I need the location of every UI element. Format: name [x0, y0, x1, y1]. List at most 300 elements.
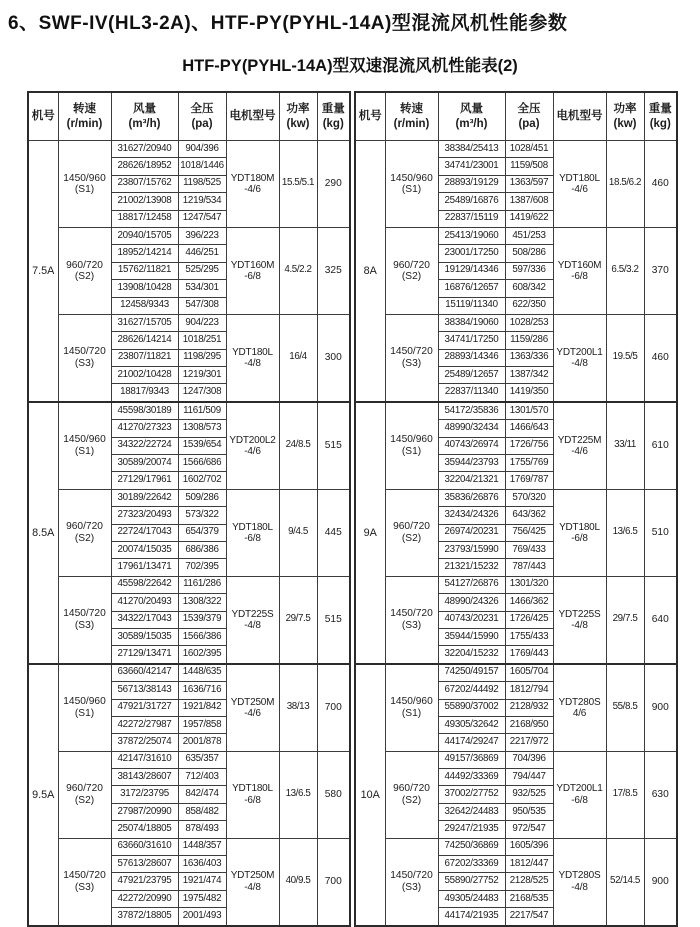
pressure-cell: 1726/425 — [505, 611, 553, 628]
motor-model-cell — [226, 402, 279, 489]
flow-cell: 35944/23793 — [438, 455, 505, 472]
speed-tap-label: (S2) — [401, 794, 422, 806]
motor-model-line2: -4/8 — [571, 881, 588, 893]
flow-cell: 44492/33369 — [438, 769, 505, 786]
flow-cell: 22837/15119 — [438, 210, 505, 227]
pressure-cell: 686/386 — [178, 541, 226, 558]
weight-cell: 580 — [317, 751, 350, 838]
flow-cell: 31627/20940 — [111, 141, 178, 158]
flow-cell: 34322/22724 — [111, 437, 178, 454]
weight-cell: 325 — [317, 227, 350, 314]
power-cell: 16/4 — [279, 314, 317, 401]
col-header-speed — [385, 92, 438, 141]
flow-cell: 56713/38143 — [111, 682, 178, 699]
pressure-cell: 1363/597 — [505, 175, 553, 192]
power-cell: 6.5/3.2 — [606, 227, 644, 314]
pressure-cell: 1198/525 — [178, 175, 226, 192]
pressure-cell: 1755/769 — [505, 455, 553, 472]
pressure-cell: 1539/654 — [178, 437, 226, 454]
motor-model-line2: -6/8 — [244, 794, 261, 806]
pressure-cell: 547/308 — [178, 297, 226, 314]
pressure-cell: 1769/787 — [505, 472, 553, 489]
flow-cell: 63660/42147 — [111, 664, 178, 682]
pressure-cell: 597/336 — [505, 262, 553, 279]
table-row — [355, 838, 677, 855]
speed-tap-label: (S1) — [401, 183, 422, 195]
power-cell: 4.5/2.2 — [279, 227, 317, 314]
speed-value: 1450/720 — [390, 608, 433, 620]
speed-tap-label: (S1) — [74, 707, 95, 719]
pressure-cell: 1308/322 — [178, 594, 226, 611]
pressure-cell: 1018/251 — [178, 332, 226, 349]
weight-cell: 290 — [317, 141, 350, 228]
speed-tap-label: (S3) — [74, 357, 95, 369]
motor-model-line1: YDT180L — [232, 783, 273, 795]
flow-cell: 34741/23001 — [438, 158, 505, 175]
pressure-cell: 1769/443 — [505, 646, 553, 664]
pressure-cell: 787/443 — [505, 559, 553, 576]
flow-cell: 28893/14346 — [438, 349, 505, 366]
weight-cell: 445 — [317, 489, 350, 576]
pressure-cell: 1602/702 — [178, 472, 226, 489]
motor-model-line1: YDT225S — [558, 608, 601, 620]
speed-tap-label: (S2) — [74, 270, 95, 282]
power-cell: 33/11 — [606, 402, 644, 489]
pressure-cell: 643/362 — [505, 507, 553, 524]
header-row — [355, 92, 677, 141]
table-subtitle: HTF-PY(PYHL-14A)型双速混流风机性能表(2) — [182, 57, 518, 75]
speed-value: 1450/960 — [63, 434, 106, 446]
performance-tables — [27, 91, 673, 927]
power-cell: 17/8.5 — [606, 751, 644, 838]
flow-cell: 25413/19060 — [438, 227, 505, 244]
speed-cell — [385, 751, 438, 838]
flow-cell: 13908/10428 — [111, 280, 178, 297]
motor-model-line2: -4/6 — [244, 707, 261, 719]
motor-model-line2: -4/6 — [571, 183, 588, 195]
flow-cell: 21002/13908 — [111, 193, 178, 210]
col-header-power-unit: (kw) — [613, 117, 637, 130]
table-row — [28, 576, 350, 593]
flow-cell: 42272/20990 — [111, 890, 178, 907]
speed-cell — [58, 402, 111, 489]
col-header-speed-label: 转速 — [73, 103, 96, 116]
flow-cell: 21002/10428 — [111, 367, 178, 384]
pressure-cell: 1301/570 — [505, 402, 553, 420]
weight-cell: 900 — [644, 838, 677, 925]
weight-cell: 610 — [644, 402, 677, 489]
motor-model-line1: YDT280S — [558, 870, 601, 882]
col-header-power-label: 功率 — [286, 103, 310, 116]
flow-cell: 23807/11821 — [111, 349, 178, 366]
pressure-cell: 608/342 — [505, 280, 553, 297]
power-cell: 55/8.5 — [606, 664, 644, 751]
motor-model-cell — [553, 141, 606, 228]
pressure-cell: 635/357 — [178, 751, 226, 768]
speed-tap-label: (S3) — [401, 619, 422, 631]
table-row — [355, 576, 677, 593]
col-header-weight-label: 重量 — [321, 103, 345, 116]
flow-cell: 49305/32642 — [438, 716, 505, 733]
motor-model-cell — [553, 227, 606, 314]
pressure-cell: 509/286 — [178, 489, 226, 506]
table-row — [28, 751, 350, 768]
flow-cell: 15119/11340 — [438, 297, 505, 314]
pressure-cell: 1539/379 — [178, 611, 226, 628]
motor-model-cell — [226, 227, 279, 314]
col-header-speed-label: 转速 — [400, 103, 423, 116]
pressure-cell: 904/396 — [178, 141, 226, 158]
flow-cell: 67202/33369 — [438, 856, 505, 873]
flow-cell: 16876/12657 — [438, 280, 505, 297]
pressure-cell: 1975/482 — [178, 890, 226, 907]
speed-tap-label: (S2) — [74, 794, 95, 806]
motor-model-cell — [226, 838, 279, 925]
col-header-pressure — [178, 92, 226, 141]
pressure-cell: 794/447 — [505, 769, 553, 786]
col-header-flow-label: 风量 — [133, 103, 156, 116]
speed-cell — [385, 664, 438, 751]
col-header-weight-unit: (kg) — [649, 117, 671, 130]
speed-cell — [58, 314, 111, 401]
col-header-speed-unit: (r/min) — [66, 117, 103, 130]
pressure-cell: 2217/972 — [505, 734, 553, 751]
table-row — [28, 402, 350, 420]
col-header-flow-label: 风量 — [460, 103, 483, 116]
speed-cell — [58, 489, 111, 576]
flow-cell: 74250/49157 — [438, 664, 505, 682]
col-header-power-label: 功率 — [613, 103, 637, 116]
col-header-flow-unit: (m³/h) — [455, 117, 488, 130]
pressure-cell: 451/253 — [505, 227, 553, 244]
motor-model-line2: -4/8 — [244, 619, 261, 631]
motor-model-cell — [553, 838, 606, 925]
col-header-flow-unit: (m³/h) — [128, 117, 161, 130]
weight-cell: 640 — [644, 576, 677, 663]
flow-cell: 32204/15232 — [438, 646, 505, 664]
col-header-power — [606, 92, 644, 141]
weight-cell: 300 — [317, 314, 350, 401]
pressure-cell: 1605/704 — [505, 664, 553, 682]
motor-model-line2: -4/8 — [244, 881, 261, 893]
speed-value: 960/720 — [66, 259, 103, 271]
pressure-cell: 1363/336 — [505, 349, 553, 366]
col-header-motor: 电机型号 — [226, 92, 279, 141]
flow-cell: 42272/27987 — [111, 716, 178, 733]
pressure-cell: 2128/525 — [505, 873, 553, 890]
col-header-pressure-label: 全压 — [190, 103, 214, 116]
col-header-machine: 机号 — [28, 92, 58, 141]
performance-table-left — [27, 91, 351, 927]
motor-model-line1: YDT180L — [232, 346, 273, 358]
flow-cell: 15762/11821 — [111, 262, 178, 279]
speed-value: 1450/720 — [390, 346, 433, 358]
speed-cell — [385, 838, 438, 925]
motor-model-line1: YDT180L — [232, 521, 273, 533]
machine-number-cell: 8.5A — [28, 402, 58, 664]
speed-value: 1450/960 — [63, 172, 106, 184]
flow-cell: 48990/24326 — [438, 594, 505, 611]
pressure-cell: 2168/950 — [505, 716, 553, 733]
pressure-cell: 446/251 — [178, 245, 226, 262]
pressure-cell: 1602/395 — [178, 646, 226, 664]
pressure-cell: 2001/878 — [178, 734, 226, 751]
pressure-cell: 1957/858 — [178, 716, 226, 733]
speed-tap-label: (S2) — [74, 532, 95, 544]
col-header-pressure-unit: (pa) — [191, 117, 213, 130]
pressure-cell: 622/350 — [505, 297, 553, 314]
flow-cell: 32642/24483 — [438, 803, 505, 820]
motor-model-cell — [226, 751, 279, 838]
col-header-pressure — [505, 92, 553, 141]
speed-cell — [58, 227, 111, 314]
pressure-cell: 1812/447 — [505, 856, 553, 873]
speed-cell — [385, 576, 438, 663]
pressure-cell: 1028/451 — [505, 141, 553, 158]
flow-cell: 30589/15035 — [111, 628, 178, 645]
flow-cell: 55890/27752 — [438, 873, 505, 890]
pressure-cell: 950/535 — [505, 803, 553, 820]
power-cell: 18.5/6.2 — [606, 141, 644, 228]
pressure-cell: 1566/386 — [178, 628, 226, 645]
power-cell: 29/7.5 — [279, 576, 317, 663]
weight-cell: 515 — [317, 402, 350, 489]
power-cell: 29/7.5 — [606, 576, 644, 663]
speed-tap-label: (S3) — [401, 357, 422, 369]
flow-cell: 57613/28607 — [111, 856, 178, 873]
motor-model-cell — [553, 751, 606, 838]
speed-tap-label: (S1) — [401, 445, 422, 457]
pressure-cell: 1448/357 — [178, 838, 226, 855]
flow-cell: 38384/25413 — [438, 141, 505, 158]
flow-cell: 54172/35836 — [438, 402, 505, 420]
pressure-cell: 1161/286 — [178, 576, 226, 593]
speed-cell — [385, 227, 438, 314]
flow-cell: 54127/26876 — [438, 576, 505, 593]
motor-model-line2: -4/6 — [244, 183, 261, 195]
table-row — [28, 664, 350, 682]
machine-number-cell: 9A — [355, 402, 385, 664]
power-cell: 13/6.5 — [279, 751, 317, 838]
flow-cell: 47921/23795 — [111, 873, 178, 890]
pressure-cell: 1466/643 — [505, 420, 553, 437]
speed-value: 1450/960 — [63, 696, 106, 708]
machine-number-cell: 9.5A — [28, 664, 58, 926]
flow-cell: 31627/15705 — [111, 314, 178, 331]
motor-model-line2: -6/8 — [571, 270, 588, 282]
speed-value: 1450/720 — [63, 870, 106, 882]
col-header-speed-unit: (r/min) — [393, 117, 430, 130]
motor-model-line2: 4/6 — [572, 707, 587, 719]
speed-cell — [385, 141, 438, 228]
speed-tap-label: (S2) — [401, 270, 422, 282]
pressure-cell: 1159/286 — [505, 332, 553, 349]
flow-cell: 41270/20493 — [111, 594, 178, 611]
col-header-machine: 机号 — [355, 92, 385, 141]
pressure-cell: 1028/253 — [505, 314, 553, 331]
motor-model-cell — [226, 664, 279, 751]
pressure-cell: 756/425 — [505, 524, 553, 541]
pressure-cell: 1726/756 — [505, 437, 553, 454]
pressure-cell: 1921/474 — [178, 873, 226, 890]
col-header-pressure-unit: (pa) — [518, 117, 540, 130]
flow-cell: 25489/16876 — [438, 193, 505, 210]
pressure-cell: 2168/535 — [505, 890, 553, 907]
motor-model-line2: -6/8 — [244, 270, 261, 282]
motor-model-line1: YDT225S — [231, 608, 274, 620]
flow-cell: 23807/15762 — [111, 175, 178, 192]
motor-model-cell — [553, 314, 606, 401]
speed-value: 960/720 — [393, 259, 430, 271]
pressure-cell: 904/223 — [178, 314, 226, 331]
pressure-cell: 573/322 — [178, 507, 226, 524]
flow-cell: 30189/22642 — [111, 489, 178, 506]
speed-value: 960/720 — [393, 521, 430, 533]
flow-cell: 45598/30189 — [111, 402, 178, 420]
pressure-cell: 1159/508 — [505, 158, 553, 175]
motor-model-cell — [553, 402, 606, 489]
col-header-weight — [317, 92, 350, 141]
machine-number-cell: 10A — [355, 664, 385, 926]
speed-cell — [385, 314, 438, 401]
flow-cell: 3172/23795 — [111, 786, 178, 803]
flow-cell: 32434/24326 — [438, 507, 505, 524]
weight-cell: 460 — [644, 314, 677, 401]
speed-tap-label: (S3) — [401, 881, 422, 893]
flow-cell: 29247/21935 — [438, 821, 505, 838]
motor-model-line2: -4/8 — [244, 357, 261, 369]
table-row — [28, 227, 350, 244]
motor-model-cell — [226, 141, 279, 228]
pressure-cell: 1308/573 — [178, 420, 226, 437]
power-cell: 15.5/5.1 — [279, 141, 317, 228]
power-cell: 38/13 — [279, 664, 317, 751]
flow-cell: 28626/14214 — [111, 332, 178, 349]
col-header-speed — [58, 92, 111, 141]
flow-cell: 28626/18952 — [111, 158, 178, 175]
pressure-cell: 1161/509 — [178, 402, 226, 420]
pressure-cell: 1566/686 — [178, 455, 226, 472]
flow-cell: 37872/18805 — [111, 908, 178, 926]
speed-tap-label: (S1) — [74, 445, 95, 457]
flow-cell: 25074/18805 — [111, 821, 178, 838]
motor-model-line1: YDT280S — [558, 696, 601, 708]
col-header-pressure-label: 全压 — [517, 103, 541, 116]
speed-tap-label: (S2) — [401, 532, 422, 544]
motor-model-line2: -4/8 — [571, 619, 588, 631]
motor-model-line1: YDT200L2 — [229, 434, 276, 446]
speed-cell — [58, 576, 111, 663]
table-row — [355, 227, 677, 244]
pressure-cell: 2217/547 — [505, 908, 553, 926]
pressure-cell: 842/474 — [178, 786, 226, 803]
speed-value: 1450/960 — [390, 434, 433, 446]
flow-cell: 48990/32434 — [438, 420, 505, 437]
pressure-cell: 1387/342 — [505, 367, 553, 384]
pressure-cell: 1301/320 — [505, 576, 553, 593]
weight-cell: 510 — [644, 489, 677, 576]
col-header-weight-label: 重量 — [648, 103, 672, 116]
power-cell: 52/14.5 — [606, 838, 644, 925]
table-row — [355, 489, 677, 506]
flow-cell: 27323/20493 — [111, 507, 178, 524]
table-row — [28, 838, 350, 855]
motor-model-line1: YDT225M — [557, 434, 602, 446]
col-header-flow — [438, 92, 505, 141]
col-header-motor: 电机型号 — [553, 92, 606, 141]
speed-cell — [58, 751, 111, 838]
motor-model-line2: -6/8 — [244, 532, 261, 544]
pressure-cell: 712/403 — [178, 769, 226, 786]
flow-cell: 28893/19129 — [438, 175, 505, 192]
weight-cell: 515 — [317, 576, 350, 663]
flow-cell: 27987/20990 — [111, 803, 178, 820]
flow-cell: 23001/17250 — [438, 245, 505, 262]
flow-cell: 67202/44492 — [438, 682, 505, 699]
motor-model-cell — [553, 576, 606, 663]
flow-cell: 19129/14346 — [438, 262, 505, 279]
flow-cell: 47921/31727 — [111, 699, 178, 716]
power-cell: 40/9.5 — [279, 838, 317, 925]
flow-cell: 18952/14214 — [111, 245, 178, 262]
col-header-power-unit: (kw) — [286, 117, 310, 130]
pressure-cell: 1219/534 — [178, 193, 226, 210]
power-cell: 13/6.5 — [606, 489, 644, 576]
motor-model-line1: YDT200L1 — [556, 346, 603, 358]
power-cell: 19.5/5 — [606, 314, 644, 401]
flow-cell: 63660/31610 — [111, 838, 178, 855]
motor-model-cell — [553, 489, 606, 576]
pressure-cell: 1198/295 — [178, 349, 226, 366]
speed-value: 960/720 — [66, 783, 103, 795]
pressure-cell: 1636/716 — [178, 682, 226, 699]
motor-model-line1: YDT180M — [230, 172, 275, 184]
speed-tap-label: (S3) — [74, 881, 95, 893]
flow-cell: 23793/15990 — [438, 541, 505, 558]
flow-cell: 44174/29247 — [438, 734, 505, 751]
speed-value: 1450/720 — [63, 346, 106, 358]
col-header-flow — [111, 92, 178, 141]
speed-value: 1450/720 — [63, 608, 106, 620]
header-row — [28, 92, 350, 141]
motor-model-line1: YDT160M — [230, 259, 275, 271]
pressure-cell: 396/223 — [178, 227, 226, 244]
speed-value: 1450/960 — [390, 172, 433, 184]
flow-cell: 34322/17043 — [111, 611, 178, 628]
weight-cell: 900 — [644, 664, 677, 751]
table-row — [28, 489, 350, 506]
flow-cell: 27129/13471 — [111, 646, 178, 664]
flow-cell: 37002/27752 — [438, 786, 505, 803]
motor-model-cell — [226, 314, 279, 401]
flow-cell: 12458/9343 — [111, 297, 178, 314]
pressure-cell: 858/482 — [178, 803, 226, 820]
pressure-cell: 1247/308 — [178, 384, 226, 402]
pressure-cell: 704/396 — [505, 751, 553, 768]
flow-cell: 22724/17043 — [111, 524, 178, 541]
motor-model-line1: YDT180L — [559, 172, 600, 184]
flow-cell: 38143/28607 — [111, 769, 178, 786]
weight-cell: 460 — [644, 141, 677, 228]
pressure-cell: 654/379 — [178, 524, 226, 541]
pressure-cell: 1419/622 — [505, 210, 553, 227]
col-header-weight — [644, 92, 677, 141]
pressure-cell: 525/295 — [178, 262, 226, 279]
performance-table-right — [354, 91, 678, 927]
flow-cell: 27129/17961 — [111, 472, 178, 489]
table-row — [28, 314, 350, 331]
speed-tap-label: (S1) — [74, 183, 95, 195]
